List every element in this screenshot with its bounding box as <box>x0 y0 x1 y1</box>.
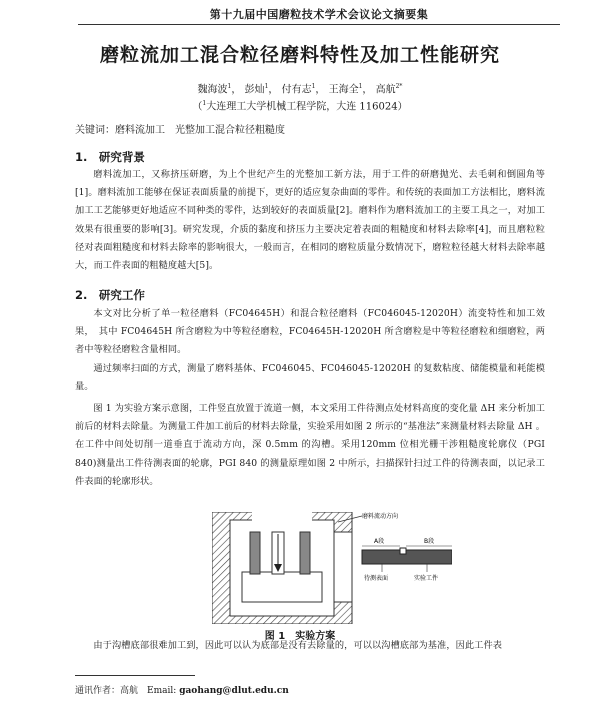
label-point-b: B段 <box>424 538 435 545</box>
keywords-label: 关键词： <box>75 125 115 136</box>
workpiece-sample <box>362 550 452 564</box>
footnote-name: 高航 <box>120 686 139 696</box>
footnote-rule <box>75 675 195 676</box>
paragraph-continuation: 由于沟槽底部很难加工到，因此可以认为底部是没有去除量的，可以以沟槽底部为基准，因此工件表 <box>93 640 503 651</box>
measurement-groove <box>400 548 406 554</box>
footnote-email: gaohang@dlut.edu.cn <box>179 686 289 696</box>
paragraph-research-2: 通过频率扫面的方式，测量了磨料基体、FC046045、FC046045-12020H 的复数粘度、储能模量和耗能模量。 <box>75 363 545 393</box>
paragraph-research-3: 图 1 为实验方案示意图，工件竖直放置于流道一侧，本文采用工件待测点处材料高度的变化量 ΔH 来分析加工前后的材料去除量。为测量工件加工前后的材料去除量，实验采用如图 2 所示的“基准法”来测量材料去除量 ΔH 。在工件中间处切削一道垂直于流动方向，深 0.5mm 的沟槽。采用120mm 位相光栅干涉粗糙度轮廓仪（PGI 840)测量出工件待测表面的轮廓，PGI 840 的测量原理如图 2 中所示，扫描探针扫过工件的待测表面，以记录工件表面的轮廓形状。 <box>75 403 545 487</box>
section-heading-research: 2. 研究工作 <box>75 288 145 302</box>
running-header: 第十九届中国磨粒技术学术会议论文摘要集 <box>78 6 560 25</box>
affiliation-text: 大连理工大学机械工程学院，大连 116024） <box>206 101 408 113</box>
author-mark: 1 <box>264 83 269 90</box>
experiment-diagram <box>212 512 452 624</box>
author-mark: 1 <box>227 83 232 90</box>
author-mark: 1 <box>358 83 363 90</box>
author-name: 高航 <box>375 84 396 96</box>
lower-chamber <box>242 572 322 602</box>
figure-caption: 图 1 实验方案 <box>264 631 336 642</box>
label-flow-direction: 磨料流动方向 <box>362 513 399 520</box>
paper-title: 磨粒流加工混合粒径磨料特性及加工性能研究 <box>99 44 500 66</box>
footnote-email-label: Email: <box>147 686 177 696</box>
affiliation-mark: 1 <box>202 100 207 108</box>
label-point-a: A段 <box>374 538 385 545</box>
footnote-corresponding-author <box>75 683 289 696</box>
section-heading-background: 1. 研究背景 <box>75 150 145 164</box>
author-mark: 1 <box>311 83 316 90</box>
channel-side <box>334 532 352 602</box>
author-list: 魏海波$^1$， 彭灿$^1$， 付有志$^1$， 王海全$^1$， 高航$^{2*}$ <box>197 83 403 96</box>
keywords-value: 磨料流加工 光整加工混合粒径粗糙度 <box>115 125 285 136</box>
keywords-line <box>75 121 560 136</box>
author-name: 彭灿 <box>244 84 265 96</box>
figure-experiment-setup <box>212 512 452 624</box>
author-name: 魏海波 <box>197 84 228 96</box>
left-wall-insert <box>250 532 260 574</box>
paragraph-background: 磨料流加工，又称挤压研磨，为上个世纪产生的光整加工新方法，用于工件的研磨抛光、去毛刺和倒圆角等[1]。磨料流加工能够在保证表面质量的前提下，更好的适应复杂曲面的零件。和传统的表面加工方法相比，磨料流加工工艺能够更好地适应不同种类的零件，达到较好的表面质量[2]。磨料作为磨料流加工的主要工具之一，对加工效果有很重要的影响[3]。研究发现，介质的黏度和挤压力主要决定着表面的粗糙度和材料去除率[4]，而且磨粒粒径对表面粗糙度和材料去除率的影响很大，一般而言，在相同的磨粒质量分数情况下，磨粒粒径越大材料去除率越大，而工件表面的粗糙度越大[5]。 <box>75 169 545 272</box>
author-mark: 2* <box>395 83 403 90</box>
affiliation: （$^1$大连理工大学机械工程学院，大连 116024） <box>192 100 408 113</box>
label-workpiece: 实验工件 <box>414 575 439 582</box>
footnote-label: 通讯作者： <box>75 686 121 696</box>
author-name: 王海全 <box>328 84 359 96</box>
author-block <box>0 80 600 115</box>
channel-inlet <box>252 512 312 522</box>
right-wall-insert <box>300 532 310 574</box>
author-name: 付有志 <box>281 84 312 96</box>
paragraph-research-1: 本文对比分析了单一粒径磨料（FC04645H）和混合粒径磨料（FC046045-12020H）流变特性和加工效果， 其中 FC04645H 所含磨粒为中等粒径磨粒，FC04645H-12020H 所含磨粒是中等粒径磨粒和细磨粒，两者中等粒径磨粒含量相同。 <box>75 308 545 356</box>
label-surface-to-measure: 待测表面 <box>364 575 389 582</box>
